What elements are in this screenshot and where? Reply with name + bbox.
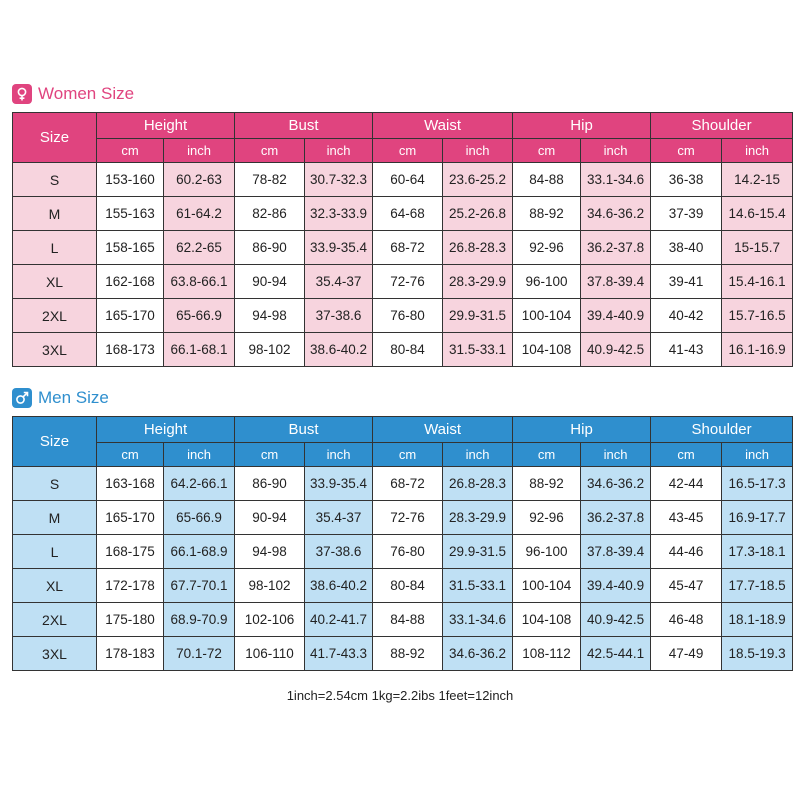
unit-header-row [13,139,793,163]
unit-cm-header: cm [651,139,722,163]
measurement-cm-cell: 39-41 [651,265,722,299]
measurement-cm-cell: 88-92 [513,197,581,231]
measurement-inch-cell: 67.7-70.1 [164,569,235,603]
measurement-cm-cell: 94-98 [235,299,305,333]
group-header-waist: Waist [373,417,513,443]
measurement-cm-cell: 178-183 [97,637,164,671]
measurement-cm-cell: 86-90 [235,467,305,501]
measurement-cm-cell: 108-112 [513,637,581,671]
measurement-cm-cell: 172-178 [97,569,164,603]
measurement-cm-cell: 86-90 [235,231,305,265]
unit-inch-header: inch [305,139,373,163]
measurement-cm-cell: 72-76 [373,501,443,535]
size-column-header: Size [13,113,97,163]
unit-inch-header: inch [722,443,793,467]
measurement-inch-cell: 37-38.6 [305,299,373,333]
measurement-cm-cell: 80-84 [373,333,443,367]
unit-inch-header: inch [581,443,651,467]
unit-inch-header: inch [164,139,235,163]
measurement-inch-cell: 70.1-72 [164,637,235,671]
measurement-cm-cell: 78-82 [235,163,305,197]
group-header-waist: Waist [373,113,513,139]
measurement-inch-cell: 16.9-17.7 [722,501,793,535]
measurement-cm-cell: 88-92 [373,637,443,671]
size-label-cell: M [13,197,97,231]
measurement-inch-cell: 41.7-43.3 [305,637,373,671]
measurement-cm-cell: 80-84 [373,569,443,603]
measurement-inch-cell: 26.8-28.3 [443,231,513,265]
measurement-cm-cell: 98-102 [235,569,305,603]
measurement-cm-cell: 94-98 [235,535,305,569]
measurement-cm-cell: 76-80 [373,535,443,569]
size-label-cell: L [13,535,97,569]
measurement-inch-cell: 38.6-40.2 [305,569,373,603]
measurement-inch-cell: 29.9-31.5 [443,535,513,569]
size-column-header: Size [13,417,97,467]
group-header-bust: Bust [235,417,373,443]
measurement-cm-cell: 92-96 [513,501,581,535]
measurement-cm-cell: 96-100 [513,535,581,569]
measurement-cm-cell: 88-92 [513,467,581,501]
measurement-cm-cell: 163-168 [97,467,164,501]
unit-inch-header: inch [722,139,793,163]
unit-cm-header: cm [513,139,581,163]
measurement-inch-cell: 32.3-33.9 [305,197,373,231]
unit-cm-header: cm [373,139,443,163]
measurement-inch-cell: 16.1-16.9 [722,333,793,367]
measurement-cm-cell: 46-48 [651,603,722,637]
measurement-inch-cell: 36.2-37.8 [581,231,651,265]
measurement-cm-cell: 84-88 [513,163,581,197]
table-row [13,197,793,231]
measurement-cm-cell: 92-96 [513,231,581,265]
unit-header-row [13,443,793,467]
measurement-cm-cell: 42-44 [651,467,722,501]
size-label-cell: 2XL [13,299,97,333]
unit-inch-header: inch [305,443,373,467]
measurement-inch-cell: 66.1-68.9 [164,535,235,569]
measurement-inch-cell: 35.4-37 [305,501,373,535]
table-row [13,569,793,603]
measurement-inch-cell: 28.3-29.9 [443,501,513,535]
measurement-inch-cell: 36.2-37.8 [581,501,651,535]
unit-inch-header: inch [443,139,513,163]
measurement-inch-cell: 37.8-39.4 [581,265,651,299]
men-title-text: Men Size [38,388,109,407]
measurement-cm-cell: 96-100 [513,265,581,299]
measurement-cm-cell: 175-180 [97,603,164,637]
unit-cm-header: cm [97,443,164,467]
unit-cm-header: cm [235,443,305,467]
group-header-height: Height [97,113,235,139]
unit-inch-header: inch [581,139,651,163]
table-row [13,535,793,569]
measurement-inch-cell: 15.4-16.1 [722,265,793,299]
size-label-cell: 3XL [13,637,97,671]
measurement-inch-cell: 18.5-19.3 [722,637,793,671]
measurement-inch-cell: 64.2-66.1 [164,467,235,501]
measurement-inch-cell: 28.3-29.9 [443,265,513,299]
group-header-shoulder: Shoulder [651,113,793,139]
measurement-cm-cell: 44-46 [651,535,722,569]
measurement-inch-cell: 39.4-40.9 [581,569,651,603]
unit-cm-header: cm [97,139,164,163]
size-label-cell: 2XL [13,603,97,637]
measurement-inch-cell: 33.9-35.4 [305,467,373,501]
table-row [13,467,793,501]
women-title-text: Women Size [38,84,135,103]
unit-cm-header: cm [373,443,443,467]
measurement-cm-cell: 76-80 [373,299,443,333]
measurement-inch-cell: 65-66.9 [164,299,235,333]
measurement-inch-cell: 17.7-18.5 [722,569,793,603]
measurement-inch-cell: 37.8-39.4 [581,535,651,569]
size-label-cell: S [13,467,97,501]
women-size-title [12,84,134,104]
table-row [13,299,793,333]
measurement-cm-cell: 106-110 [235,637,305,671]
measurement-inch-cell: 62.2-65 [164,231,235,265]
measurement-cm-cell: 158-165 [97,231,164,265]
measurement-inch-cell: 66.1-68.1 [164,333,235,367]
size-label-cell: L [13,231,97,265]
measurement-cm-cell: 162-168 [97,265,164,299]
measurement-cm-cell: 104-108 [513,333,581,367]
size-label-cell: M [13,501,97,535]
measurement-inch-cell: 17.3-18.1 [722,535,793,569]
measurement-cm-cell: 68-72 [373,467,443,501]
header-group-row [13,417,793,443]
measurement-inch-cell: 37-38.6 [305,535,373,569]
men-size-title [12,388,109,408]
measurement-cm-cell: 45-47 [651,569,722,603]
measurement-inch-cell: 30.7-32.3 [305,163,373,197]
measurement-inch-cell: 25.2-26.8 [443,197,513,231]
group-header-height: Height [97,417,235,443]
measurement-cm-cell: 165-170 [97,299,164,333]
size-label-cell: XL [13,569,97,603]
measurement-cm-cell: 100-104 [513,569,581,603]
measurement-inch-cell: 34.6-36.2 [581,197,651,231]
table-row [13,603,793,637]
size-label-cell: XL [13,265,97,299]
measurement-inch-cell: 40.9-42.5 [581,333,651,367]
unit-cm-header: cm [235,139,305,163]
measurement-inch-cell: 16.5-17.3 [722,467,793,501]
measurement-inch-cell: 33.1-34.6 [581,163,651,197]
measurement-cm-cell: 64-68 [373,197,443,231]
measurement-cm-cell: 36-38 [651,163,722,197]
measurement-inch-cell: 31.5-33.1 [443,569,513,603]
measurement-inch-cell: 29.9-31.5 [443,299,513,333]
table-row [13,231,793,265]
measurement-inch-cell: 34.6-36.2 [581,467,651,501]
measurement-inch-cell: 33.9-35.4 [305,231,373,265]
measurement-inch-cell: 23.6-25.2 [443,163,513,197]
measurement-cm-cell: 47-49 [651,637,722,671]
measurement-cm-cell: 72-76 [373,265,443,299]
measurement-cm-cell: 41-43 [651,333,722,367]
measurement-inch-cell: 14.2-15 [722,163,793,197]
measurement-cm-cell: 100-104 [513,299,581,333]
size-label-cell: S [13,163,97,197]
size-label-cell: 3XL [13,333,97,367]
measurement-inch-cell: 26.8-28.3 [443,467,513,501]
measurement-cm-cell: 40-42 [651,299,722,333]
unit-cm-header: cm [513,443,581,467]
women-size-table [12,112,793,367]
measurement-cm-cell: 82-86 [235,197,305,231]
group-header-shoulder: Shoulder [651,417,793,443]
measurement-inch-cell: 31.5-33.1 [443,333,513,367]
unit-inch-header: inch [443,443,513,467]
measurement-inch-cell: 68.9-70.9 [164,603,235,637]
measurement-inch-cell: 40.2-41.7 [305,603,373,637]
table-row [13,163,793,197]
measurement-cm-cell: 102-106 [235,603,305,637]
measurement-cm-cell: 38-40 [651,231,722,265]
measurement-cm-cell: 60-64 [373,163,443,197]
measurement-cm-cell: 90-94 [235,501,305,535]
measurement-inch-cell: 61-64.2 [164,197,235,231]
measurement-inch-cell: 63.8-66.1 [164,265,235,299]
men-size-table [12,416,793,671]
measurement-cm-cell: 155-163 [97,197,164,231]
group-header-hip: Hip [513,417,651,443]
measurement-cm-cell: 168-173 [97,333,164,367]
measurement-inch-cell: 34.6-36.2 [443,637,513,671]
unit-cm-header: cm [651,443,722,467]
measurement-inch-cell: 39.4-40.9 [581,299,651,333]
measurement-inch-cell: 38.6-40.2 [305,333,373,367]
measurement-cm-cell: 98-102 [235,333,305,367]
table-row [13,501,793,535]
measurement-cm-cell: 90-94 [235,265,305,299]
table-row [13,265,793,299]
measurement-inch-cell: 35.4-37 [305,265,373,299]
measurement-cm-cell: 104-108 [513,603,581,637]
measurement-inch-cell: 40.9-42.5 [581,603,651,637]
header-group-row [13,113,793,139]
measurement-inch-cell: 33.1-34.6 [443,603,513,637]
conversion-footnote: 1inch=2.54cm 1kg=2.2ibs 1feet=12inch [286,688,514,703]
male-symbol-icon [12,388,32,408]
measurement-inch-cell: 14.6-15.4 [722,197,793,231]
measurement-inch-cell: 42.5-44.1 [581,637,651,671]
unit-inch-header: inch [164,443,235,467]
measurement-cm-cell: 68-72 [373,231,443,265]
measurement-inch-cell: 15.7-16.5 [722,299,793,333]
table-row [13,637,793,671]
table-row [13,333,793,367]
measurement-cm-cell: 37-39 [651,197,722,231]
measurement-cm-cell: 84-88 [373,603,443,637]
measurement-cm-cell: 43-45 [651,501,722,535]
measurement-inch-cell: 15-15.7 [722,231,793,265]
measurement-cm-cell: 165-170 [97,501,164,535]
measurement-cm-cell: 168-175 [97,535,164,569]
female-symbol-icon [12,84,32,104]
measurement-cm-cell: 153-160 [97,163,164,197]
group-header-bust: Bust [235,113,373,139]
measurement-inch-cell: 18.1-18.9 [722,603,793,637]
measurement-inch-cell: 65-66.9 [164,501,235,535]
measurement-inch-cell: 60.2-63 [164,163,235,197]
group-header-hip: Hip [513,113,651,139]
